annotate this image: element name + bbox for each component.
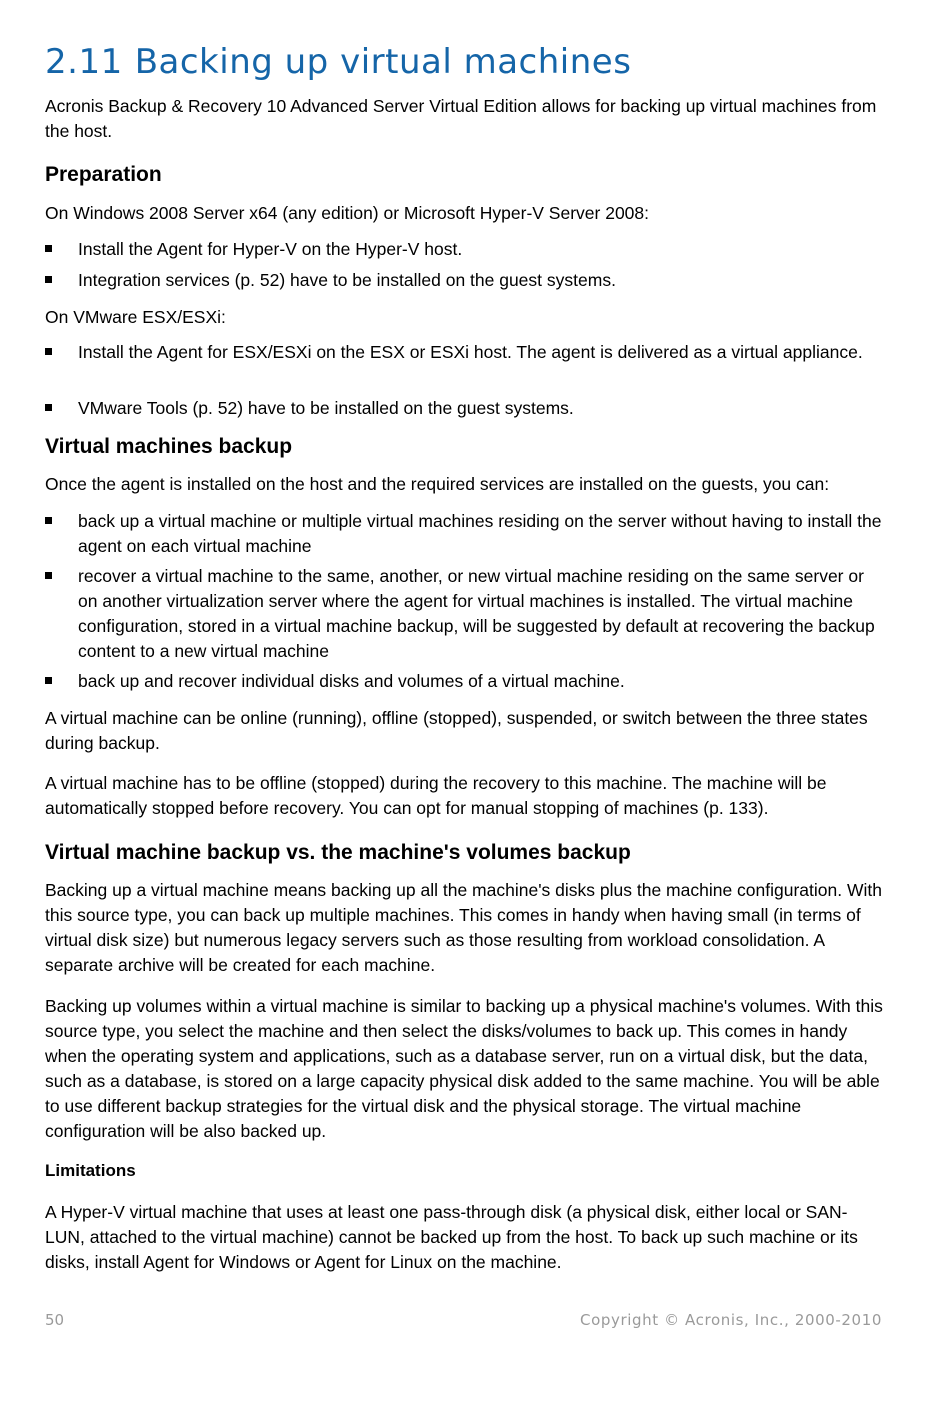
vm-backup-intro: Once the agent is installed on the host and the required services are installed on the guests, you can: [45,474,830,494]
vm-backup-heading: Virtual machines backup [45,435,293,458]
list-item: recover a virtual machine to the same, another, or new virtual machine residing on the same server or on another virtualization server where the agent for virtual machines is installed. The virtual machine configuration, stored in a virtual machine backup, will be suggested by default at recovering the backup content to a new virtual machine [45,564,885,664]
limitations-paragraph: A Hyper-V virtual machine that uses at least one pass-through disk (a physical disk, either local or SAN-LUN, attached to the virtual machine) cannot be backed up from the host. To back up such machine or its disks, install Agent for Windows or Agent for Linux on the machine. [45,1202,858,1272]
bullet-icon [45,348,52,355]
bullet-icon [45,677,52,684]
list-item: Install the Agent for Hyper-V on the Hyper-V host. [45,237,885,262]
volumes-backup-paragraph: Backing up volumes within a virtual machine is similar to backing up a physical machine's volumes. With this source type, you select the machine and then select the disks/volumes to back up. This comes in handy when the operating system and applications, such as a database server, run on a virtual disk, but the data, such as a database, is stored on a large capacity physical disk added to the same machine. You will be able to use different backup strategies for the virtual disk and the physical storage. The virtual machine configuration will be also backed up. [45,996,883,1141]
copyright-text: Copyright © Acronis, Inc., 2000-2010 [580,1311,882,1329]
limitations-heading: Limitations [45,1161,136,1180]
bullet-icon [45,572,52,579]
states-paragraph: A virtual machine can be online (running), offline (stopped), suspended, or switch between the three states during backup. [45,708,868,753]
list-item: Integration services (p. 52) have to be installed on the guest systems. [45,268,885,293]
section-number: 2.11 [45,42,123,82]
page-number: 50 [45,1311,65,1329]
windows-intro: On Windows 2008 Server x64 (any edition) or Microsoft Hyper-V Server 2008: [45,203,650,223]
vm-backup-paragraph: Backing up a virtual machine means backing up all the machine's disks plus the machine configuration. With this source type, you can back up multiple machines. This comes in handy when having small (in terms of virtual disk size) but numerous legacy servers such as those resulting from workload consolidation. A separate archive will be created for each machine. [45,880,882,975]
intro-paragraph: Acronis Backup & Recovery 10 Advanced Server Virtual Edition allows for backing up virtual machines from the host. [45,96,877,141]
bullet-icon [45,404,52,411]
list-item: Install the Agent for ESX/ESXi on the ESX or ESXi host. The agent is delivered as a virtual appliance. [45,340,885,365]
section-title [45,42,631,82]
bullet-icon [45,276,52,283]
list-item: back up and recover individual disks and volumes of a virtual machine. [45,669,885,694]
vmware-intro: On VMware ESX/ESXi: [45,307,226,327]
list-item: back up a virtual machine or multiple virtual machines residing on the server without having to install the agent on each virtual machine [45,509,885,559]
bullet-icon [45,245,52,252]
list-item: VMware Tools (p. 52) have to be installed on the guest systems. [45,396,885,421]
preparation-heading: Preparation [45,163,162,186]
bullet-icon [45,517,52,524]
vs-heading: Virtual machine backup vs. the machine's volumes backup [45,841,631,864]
section-title-text: Backing up virtual machines [134,42,632,82]
recovery-paragraph: A virtual machine has to be offline (stopped) during the recovery to this machine. The machine will be automatically stopped before recovery. You can opt for manual stopping of machines (p. 133). [45,773,827,818]
